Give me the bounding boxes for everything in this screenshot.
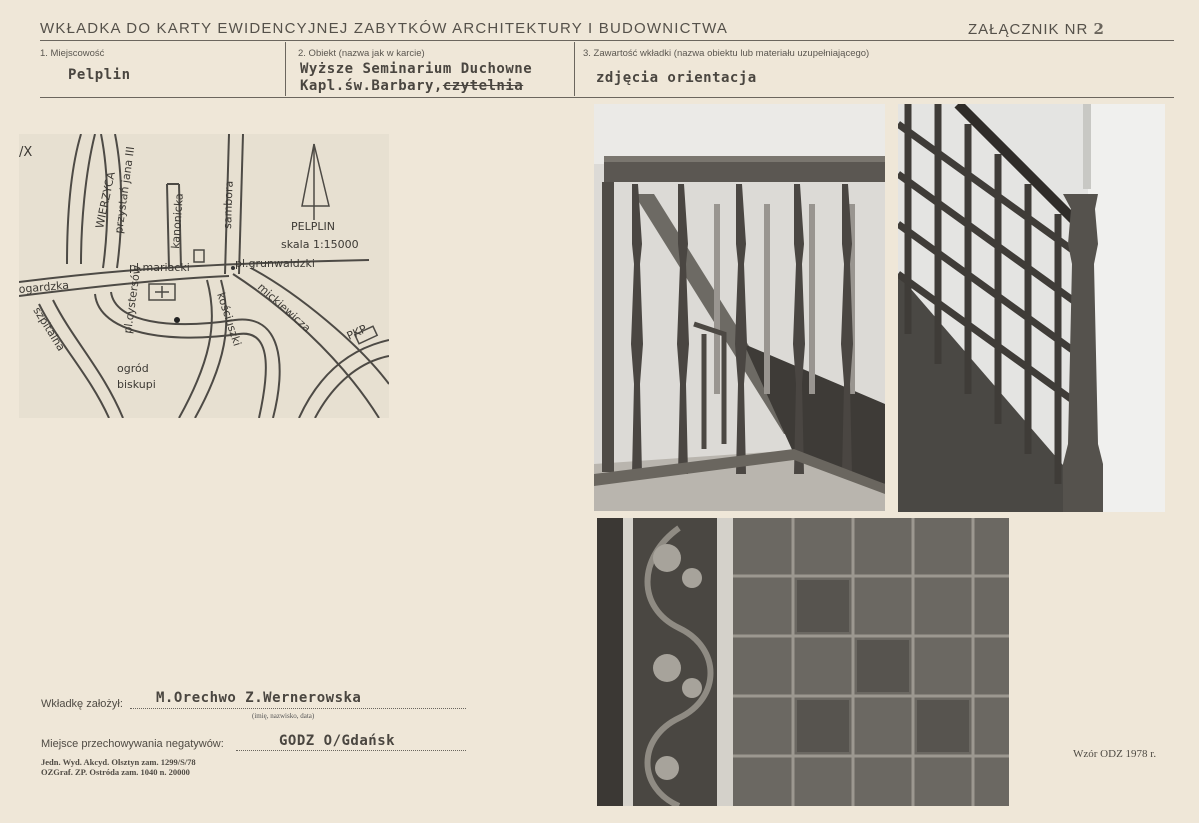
annex-text: ZAŁĄCZNIK NR — [968, 21, 1089, 38]
card-title: WKŁADKA DO KARTY EWIDENCYJNEJ ZABYTKÓW ARCHITEKTURY I BUDOWNICTWA — [40, 20, 729, 37]
locality-value: Pelplin — [68, 67, 131, 83]
street-szpitalna: szpitalna — [30, 304, 68, 354]
compiled-by-label: Wkładkę założył: — [41, 698, 123, 710]
street-sambora: sambora — [221, 180, 236, 230]
street-wierzyca: WIERZYCA — [93, 170, 118, 230]
location-map — [19, 134, 389, 418]
content-value: zdjęcia orientacja — [596, 70, 757, 86]
street-kosciuszki: kościuszki — [214, 290, 244, 348]
street-mariacka: pl.mariacki — [129, 261, 190, 274]
form-model: Wzór ODZ 1978 r. — [1073, 748, 1157, 760]
field-divider-1 — [285, 42, 286, 96]
street-kanonicka: kanonicka — [169, 192, 186, 250]
compiled-by-hint: (imię, nazwisko, data) — [252, 712, 315, 720]
negatives-storage-label: Miejsce przechowywania negatywów: — [41, 738, 224, 750]
annex-label — [968, 20, 1105, 38]
field-divider-2 — [574, 42, 575, 96]
map-scale: skala 1:15000 — [281, 238, 359, 251]
photo-tiles — [597, 518, 1009, 806]
object-value-line2 — [300, 78, 523, 94]
street-grunwaldzki: pl.grunwaldzki — [235, 257, 315, 270]
photo-newel-post — [898, 104, 1165, 512]
printer-note — [41, 757, 196, 777]
object-line2-text: Kapl.św.Barbary, — [300, 78, 443, 94]
map-garden-line2: biskupi — [117, 378, 156, 391]
printer-note-line2: OZGraf. ZP. Ostróda zam. 1040 n. 20000 — [41, 767, 190, 777]
street-mickiewicza: mickiewicza — [254, 280, 314, 335]
map-garden-line1: ogród — [117, 362, 149, 375]
compiled-by-line — [130, 708, 466, 709]
photo-balustrade — [594, 104, 885, 511]
negatives-storage-value: GODZ O/Gdańsk — [279, 733, 396, 749]
map-drawing — [19, 134, 389, 418]
negatives-storage-line — [236, 750, 466, 751]
header-rule-top — [40, 40, 1174, 41]
header-rule-bottom — [40, 97, 1174, 98]
map-place-name: PELPLIN — [291, 220, 335, 233]
street-cystersow: pl.cystersów — [121, 264, 144, 335]
compiled-by-value: M.Orechwo Z.Wernerowska — [156, 690, 362, 706]
street-ogardzka: ogardzka — [19, 278, 70, 296]
map-edge-mark: /X — [19, 145, 33, 160]
map-pkp: PKP — [344, 322, 369, 343]
content-label: 3. Zawartość wkładki (nazwa obiektu lub materiału uzupełniającego) — [583, 48, 870, 59]
object-line2-struck: czytelnia — [442, 78, 524, 94]
annex-number: 2 — [1093, 20, 1105, 38]
object-label: 2. Obiekt (nazwa jak w karcie) — [298, 48, 425, 59]
printer-note-line1: Jedn. Wyd. Akcyd. Olsztyn zam. 1299/S/78 — [41, 757, 196, 767]
object-value-line1: Wyższe Seminarium Duchowne — [300, 61, 533, 77]
locality-label: 1. Miejscowość — [40, 48, 105, 59]
street-przystan: przystań jana III — [112, 145, 138, 235]
